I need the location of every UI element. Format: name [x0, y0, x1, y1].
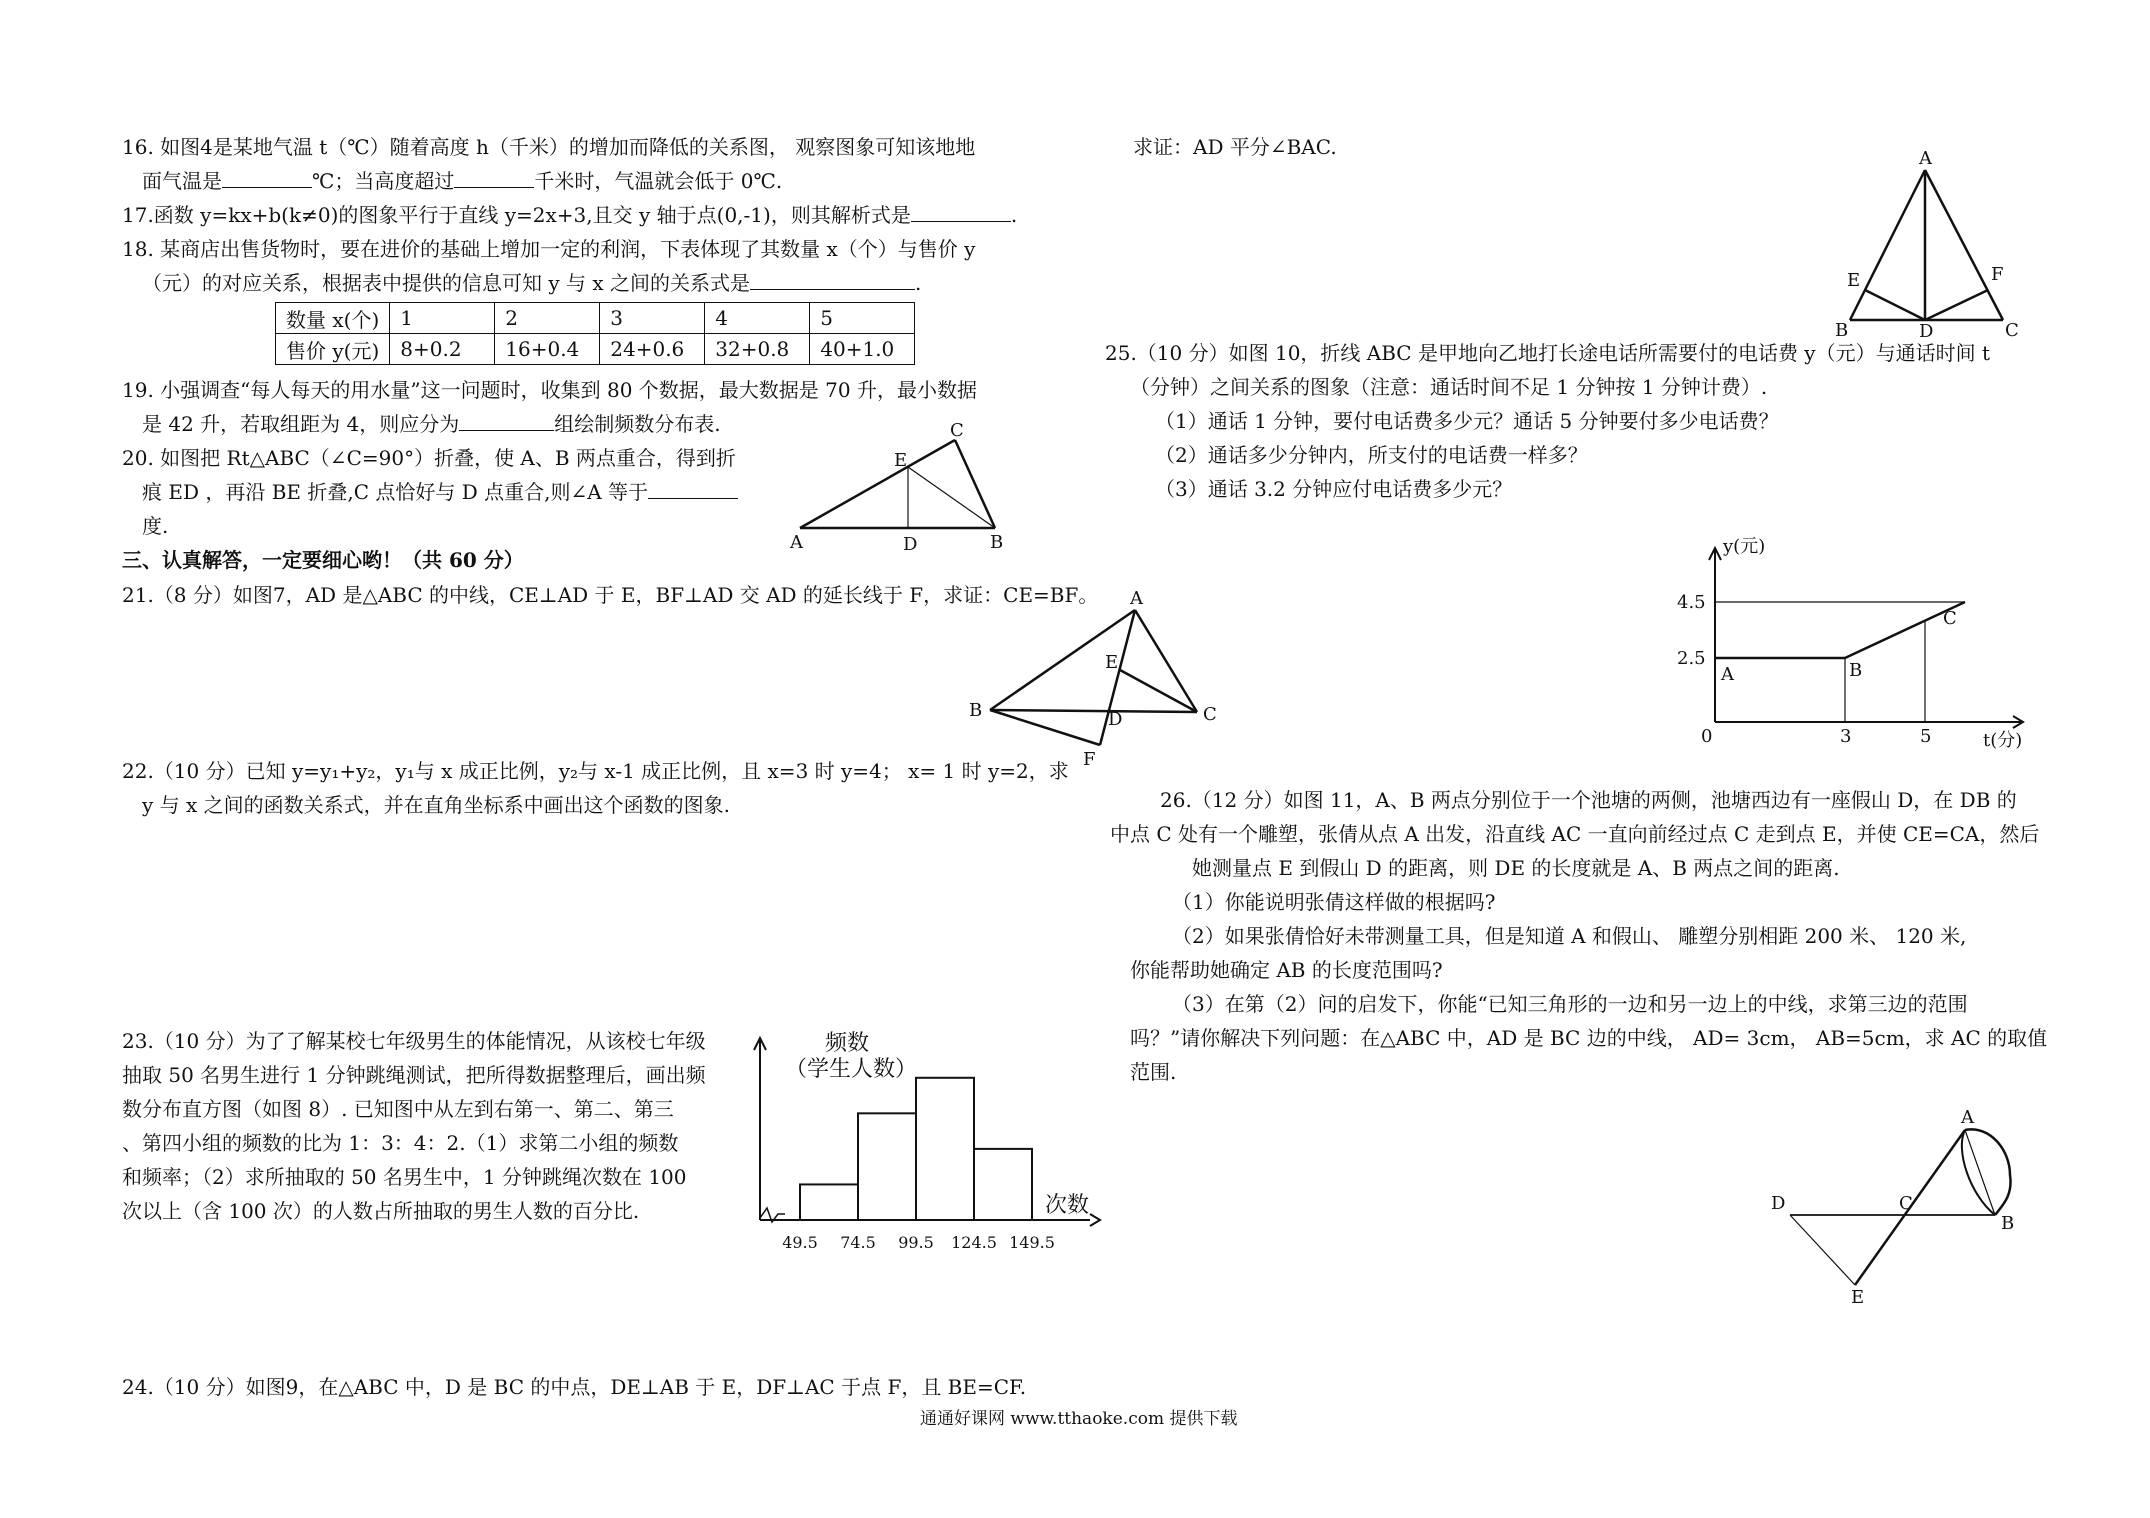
q16-text-a: 面气温是 — [142, 169, 222, 193]
q24-label-a: A — [1919, 148, 1932, 169]
q25-tick-3: 3 — [1840, 726, 1852, 747]
q17-text: 17.函数 y=kx+b(k≠0)的图象平行于直线 y=2x+3,且交 y 轴于点(0,-1)，则其解析式是 — [122, 203, 911, 227]
q16-text-c: 千米时，气温就会低于 0℃. — [534, 169, 783, 193]
q17 — [122, 200, 1017, 230]
q26-line2: 中点 C 处有一个雕塑，张倩从点 A 出发，沿直线 AC 一直向前经过点 C 走到点 E，并使 CE=CA，然后 — [1110, 822, 2040, 846]
q18-dot: . — [915, 271, 922, 295]
histogram-x-arrow — [1090, 1214, 1100, 1226]
q19-line1: 19. 小强调查“每人每天的用水量”这一问题时，收集到 80 个数据，最大数据是 70 升，最小数据 — [122, 378, 977, 402]
q26-sub3-end: 范围. — [1130, 1060, 1177, 1084]
q20-line1: 20. 如图把 Rt△ABC（∠C=90°）折叠，使 A、B 两点重合，得到折 — [122, 446, 736, 470]
q17-dot: . — [1010, 203, 1018, 227]
histogram-tick-label: 149.5 — [1009, 1233, 1055, 1252]
table-cell: 4 — [705, 303, 810, 334]
q26-sub2-cont: 你能帮助她确定 AB 的长度范围吗? — [1130, 958, 1443, 982]
table-cell: 40+1.0 — [810, 334, 915, 365]
q21-label-b: B — [969, 700, 983, 721]
q23-line6: 次以上（含 100 次）的人数占所抽取的男生人数的百分比. — [122, 1199, 640, 1223]
histogram-ylabel-1: 频数 — [825, 1031, 870, 1056]
q21-figure — [965, 590, 1225, 770]
q22-line1: 22.（10 分）已知 y=y₁+y₂，y₁与 x 成正比例，y₂与 x-1 成正比例，且 x=3 时 y=4； x= 1 时 y=2，求 — [122, 759, 1069, 783]
histogram-tick-label: 99.5 — [898, 1233, 934, 1252]
q23-line5: 和频率；（2）求所抽取的 50 名男生中，1 分钟跳绳次数在 100 — [122, 1165, 687, 1189]
histogram-bars — [800, 1078, 1032, 1220]
q24-label-d: D — [1919, 321, 1934, 342]
q23-histogram — [745, 1030, 1105, 1260]
q23-line1: 23.（10 分）为了了解某校七年级男生的体能情况，从该校七年级 — [122, 1029, 706, 1053]
q26-sub2: （2）如果张倩恰好未带测量工具，但是知道 A 和假山、 雕塑分别相距 200 米、 120 米, — [1172, 924, 1967, 948]
q16-line1: 16. 如图4是某地气温 t（℃）随着高度 h（千米）的增加而降低的关系图， 观察图象可知该地地 — [122, 135, 976, 159]
q16-blank-2[interactable] — [454, 167, 534, 188]
q25-origin: 0 — [1701, 726, 1713, 747]
footer-source: 通通好课网 www.tthaoke.com 提供下载 — [920, 1409, 1238, 1429]
q23-line3: 数分布直方图（如图 8）. 已知图中从左到右第一、第二、第三 — [122, 1097, 674, 1121]
q26-sub3: （3）在第（2）问的启发下，你能“已知三角形的一边和另一边上的中线，求第三边的范围 — [1172, 992, 1968, 1016]
q16-text-b: ℃；当高度超过 — [312, 169, 455, 193]
q23-line4: 、第四小组的频数的比为 1：3：4：2.（1）求第二小组的频数 — [122, 1131, 679, 1155]
q24-prove: 求证：AD 平分∠BAC. — [1133, 135, 1337, 159]
q21-label-a: A — [1130, 588, 1143, 609]
q16-line2 — [142, 166, 782, 196]
q22-line2: y 与 x 之间的函数关系式，并在直角坐标系中画出这个函数的图象. — [142, 793, 731, 817]
q24-figure — [1825, 150, 2025, 340]
q18-blank[interactable] — [750, 269, 915, 290]
q25-point-a: A — [1721, 664, 1734, 685]
q25-line2: （分钟）之间关系的图象（注意：通话时间不足 1 分钟按 1 分钟计费）. — [1130, 375, 1768, 399]
q26-line3: 她测量点 E 到假山 D 的距离，则 DE 的长度就是 A、B 两点之间的距离. — [1192, 856, 1840, 880]
q20-label-a: A — [790, 532, 803, 553]
q26-label-e: E — [1851, 1287, 1865, 1308]
histogram-bar — [916, 1078, 974, 1220]
q26-line1: 26.（12 分）如图 11，A、B 两点分别位于一个池塘的两侧，池塘西边有一座假山 D，在 DB 的 — [1160, 788, 2017, 812]
q26-sub1: （1）你能说明张倩这样做的根据吗? — [1172, 890, 1496, 914]
q16-blank-1[interactable] — [222, 167, 312, 188]
q21-label-c: C — [1203, 704, 1217, 725]
table-cell: 2 — [495, 303, 600, 334]
q21: 21.（8 分）如图7，AD 是△ABC 的中线，CE⊥AD 于 E，BF⊥AD 交 AD 的延长线于 F，求证：CE=BF。 — [122, 583, 1099, 607]
q21-label-d: D — [1108, 709, 1123, 730]
q23-line2: 抽取 50 名男生进行 1 分钟跳绳测试，把所得数据整理后，画出频 — [122, 1063, 706, 1087]
q25-tick-5: 5 — [1920, 726, 1932, 747]
table-cell: 16+0.4 — [495, 334, 600, 365]
q18-line1: 18. 某商店出售货物时，要在进价的基础上增加一定的利润，下表体现了其数量 x（个）与售价 y — [122, 237, 976, 261]
q20-blank[interactable] — [648, 478, 738, 499]
q20-text: 痕 ED ，再沿 BE 折叠,C 点恰好与 D 点重合,则∠A 等于 — [142, 480, 649, 504]
table-cell: 3 — [600, 303, 705, 334]
q20-figure — [790, 420, 1020, 555]
q19-text-b: 组绘制频数分布表. — [554, 412, 721, 436]
q19-text-a: 是 42 升，若取组距为 4，则应分为 — [142, 412, 460, 436]
table-cell: 24+0.6 — [600, 334, 705, 365]
table-row — [276, 334, 915, 365]
q18-line2 — [142, 268, 921, 298]
q25-sub2: （2）通话多少分钟内，所支付的电话费一样多？ — [1155, 443, 1588, 467]
q26-label-a: A — [1961, 1107, 1974, 1128]
table-cell: 售价 y(元) — [276, 334, 390, 365]
q20-label-d: D — [903, 534, 918, 555]
q26-label-d: D — [1771, 1193, 1786, 1214]
q17-blank[interactable] — [911, 201, 1011, 222]
q18-table — [275, 302, 915, 365]
section-3-heading: 三、认真解答，一定要细心哟！（共 60 分） — [122, 548, 524, 572]
q20-label-e: E — [894, 450, 908, 471]
table-cell: 8+0.2 — [390, 334, 495, 365]
q25-point-c: C — [1943, 608, 1957, 629]
table-cell: 数量 x(个) — [276, 303, 390, 334]
q21-label-f: F — [1083, 749, 1096, 770]
q26-figure — [1755, 1105, 2025, 1308]
q26-label-b: B — [2001, 1213, 2015, 1234]
histogram-bar — [858, 1113, 916, 1220]
table-cell: 32+0.8 — [705, 334, 810, 365]
q18-text: （元）的对应关系，根据表中提供的信息可知 y 与 x 之间的关系式是 — [142, 271, 751, 295]
q19-line2 — [142, 409, 721, 439]
q24-label-c: C — [2005, 320, 2019, 341]
histogram-tick-label: 124.5 — [951, 1233, 997, 1252]
q25-sub3: （3）通话 3.2 分钟应付电话费多少元？ — [1155, 477, 1513, 501]
q26-sub3-cont: 吗？”请你解决下列问题：在△ABC 中，AD 是 BC 边的中线， AD= 3cm， AB=5cm，求 AC 的取值 — [1130, 1026, 2048, 1050]
q24: 24.（10 分）如图9，在△ABC 中，D 是 BC 的中点，DE⊥AB 于 E，DF⊥AC 于点 F，且 BE=CF. — [122, 1375, 1027, 1399]
q25-sub1: （1）通话 1 分钟，要付电话费多少元？通话 5 分钟要付多少电话费？ — [1155, 409, 1779, 433]
histogram-tick-label: 49.5 — [782, 1233, 818, 1252]
histogram-tick-labels — [782, 1233, 1055, 1252]
q25-line1: 25.（10 分）如图 10，折线 ABC 是甲地向乙地打长途电话所需要付的电话费 y（元）与通话时间 t — [1105, 341, 1990, 365]
q25-yaxis-label: y(元) — [1723, 536, 1766, 557]
q19-blank[interactable] — [459, 410, 554, 431]
q24-label-e: E — [1847, 270, 1861, 291]
q21-label-e: E — [1105, 652, 1119, 673]
histogram-bar — [974, 1149, 1032, 1220]
table-cell: 5 — [810, 303, 915, 334]
q20-label-b: B — [990, 532, 1004, 553]
q25-tick-2-5: 2.5 — [1677, 648, 1706, 669]
histogram-ylabel-2: （学生人数） — [785, 1057, 918, 1082]
q25-xaxis-label: t(分) — [1983, 730, 2023, 751]
q20-line3: 度. — [142, 514, 169, 538]
q20-line2 — [142, 477, 738, 507]
histogram-bar — [800, 1184, 858, 1220]
table-row — [276, 303, 915, 334]
histogram-tick-label: 74.5 — [840, 1233, 876, 1252]
q20-label-c: C — [950, 420, 964, 441]
q25-tick-4-5: 4.5 — [1677, 592, 1706, 613]
q24-label-b: B — [1835, 320, 1849, 341]
histogram-xlabel: 次数 — [1045, 1193, 1090, 1218]
q24-label-f: F — [1991, 264, 2004, 285]
q26-label-c: C — [1899, 1193, 1913, 1214]
q25-point-b: B — [1849, 660, 1863, 681]
q25-figure — [1665, 530, 2040, 755]
table-cell: 1 — [390, 303, 495, 334]
